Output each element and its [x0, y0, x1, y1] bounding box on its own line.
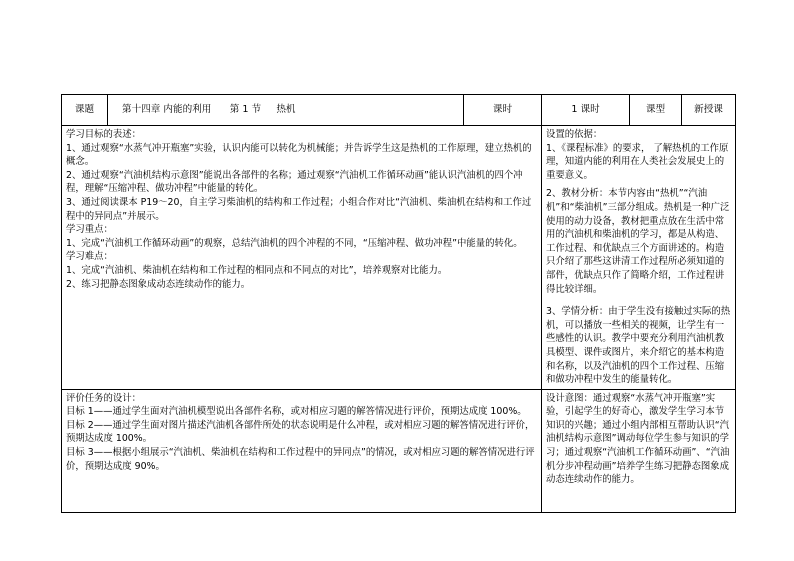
difficulty-1: 1、完成“汽油机、柴油机在结构和工作过程的相同点和不同点的对比”，培养观察对比能力。: [66, 264, 448, 276]
design-intent-cell: [542, 389, 736, 512]
header-row: [62, 95, 736, 126]
type-label: 课型: [630, 95, 682, 126]
evaluation-goal-3: 目标 3——根据小组展示“汽油机、柴油机在结构和工作过程中的异同点”的情况，或对相应习题的解答情况进行评价，预期达成度 90%。: [66, 447, 535, 472]
basis-standard: 1、《课程标准》的要求， 了解热机的工作原理，知道内能的利用在人类社会发展史上的重要意义。: [546, 142, 729, 181]
difficulty-2: 2、练习把静态图象成动态连续动作的能力。: [66, 278, 251, 290]
type-value: 新授课: [682, 95, 736, 126]
period-label: 课时: [464, 95, 542, 126]
lesson-plan-table: [61, 94, 736, 513]
key-point-1: 1、完成“汽油机工作循环动画”的观察，总结汽油机的四个冲程的不同，“压缩冲程、做功冲程”中能量的转化。: [66, 237, 523, 249]
lesson-plan-sheet: [61, 94, 735, 513]
objectives-cell: [62, 126, 542, 390]
objective-1: 1、通过观察“水蒸气冲开瓶塞”实验，认识内能可以转化为机械能；并告诉学生这是热机的工作原理，建立热机的概念。: [66, 142, 532, 168]
objective-2: 2、通过观察“汽油机结构示意图”能说出各部件的名称；通过观察“汽油机工作循环动画”能认识汽油机的四个冲程，理解“压缩冲程、做功冲程”中能量的转化。: [66, 169, 523, 195]
difficulties-heading: 学习难点：: [66, 251, 113, 263]
course-label: 课题: [62, 95, 108, 126]
basis-textbook-analysis: 2、教材分析：本节内容由“热机”“汽油机”和“柴油机”三部分组成。热机是一种广泛使用的动力设备，教材把重点放在生活中常用的汽油机和柴油机的学习，都是从构造、工作过程、和优缺点三个方面讲述的。构造只介绍了那些这讲清工作过程所必须知道的部件，优缺点只作了简略介绍，工作过程讲得比较详细。: [546, 188, 730, 295]
key-points-heading: 学习重点：: [66, 224, 113, 236]
objectives-heading: 学习目标的表述：: [66, 129, 142, 140]
basis-cell: [542, 126, 736, 390]
objective-3: 3、通过阅读课本 P19～20，自主学习柴油机的结构和工作过程；小组合作对比“汽油机、柴油机在结构和工作过程中的异同点”并展示。: [66, 196, 532, 222]
period-value: 1 课时: [542, 95, 630, 126]
evaluation-heading: 评价任务的设计：: [66, 392, 142, 404]
course-title: 第十四章 内能的利用 第 1 节 热机: [108, 95, 464, 126]
evaluation-goal-2: 目标 2——通过学生面对图片描述汽油机各部件所处的状态说明是什么冲程，或对相应习题的解答情况进行评价，预期达成度 100%。: [66, 419, 535, 445]
objectives-row: [62, 126, 736, 390]
evaluation-row: [62, 389, 736, 512]
evaluation-cell: [62, 389, 542, 512]
evaluation-goal-1: 目标 1——通过学生面对汽油机模型说出各部件名称，或对相应习题的解答情况进行评价，预期达成度 100%。: [66, 406, 527, 418]
design-intent-text: 设计意图：通过观察“水蒸气冲开瓶塞”实验，引起学生的好奇心，激发学生学习本节知识的兴趣；通过小组内部相互帮助认识“汽油机结构示意图”调动每位学生参与知识的学习；通过观察“汽油机工作循环动画”、“汽油机分步冲程动画”培养学生练习把静态图象成动态连续动作的能力。: [546, 392, 730, 486]
basis-student-analysis: 3、学情分析：由于学生没有接触过实际的热机，可以播放一些相关的视频，让学生有一些感性的认识。教学中要充分利用汽油机教具模型、课件或图片，来介绍它的基本构造和名称，以及汽油机的四个工作过程、压缩和做功冲程中发生的能量转化。: [546, 306, 731, 386]
basis-heading: 设置的依据：: [546, 129, 603, 140]
